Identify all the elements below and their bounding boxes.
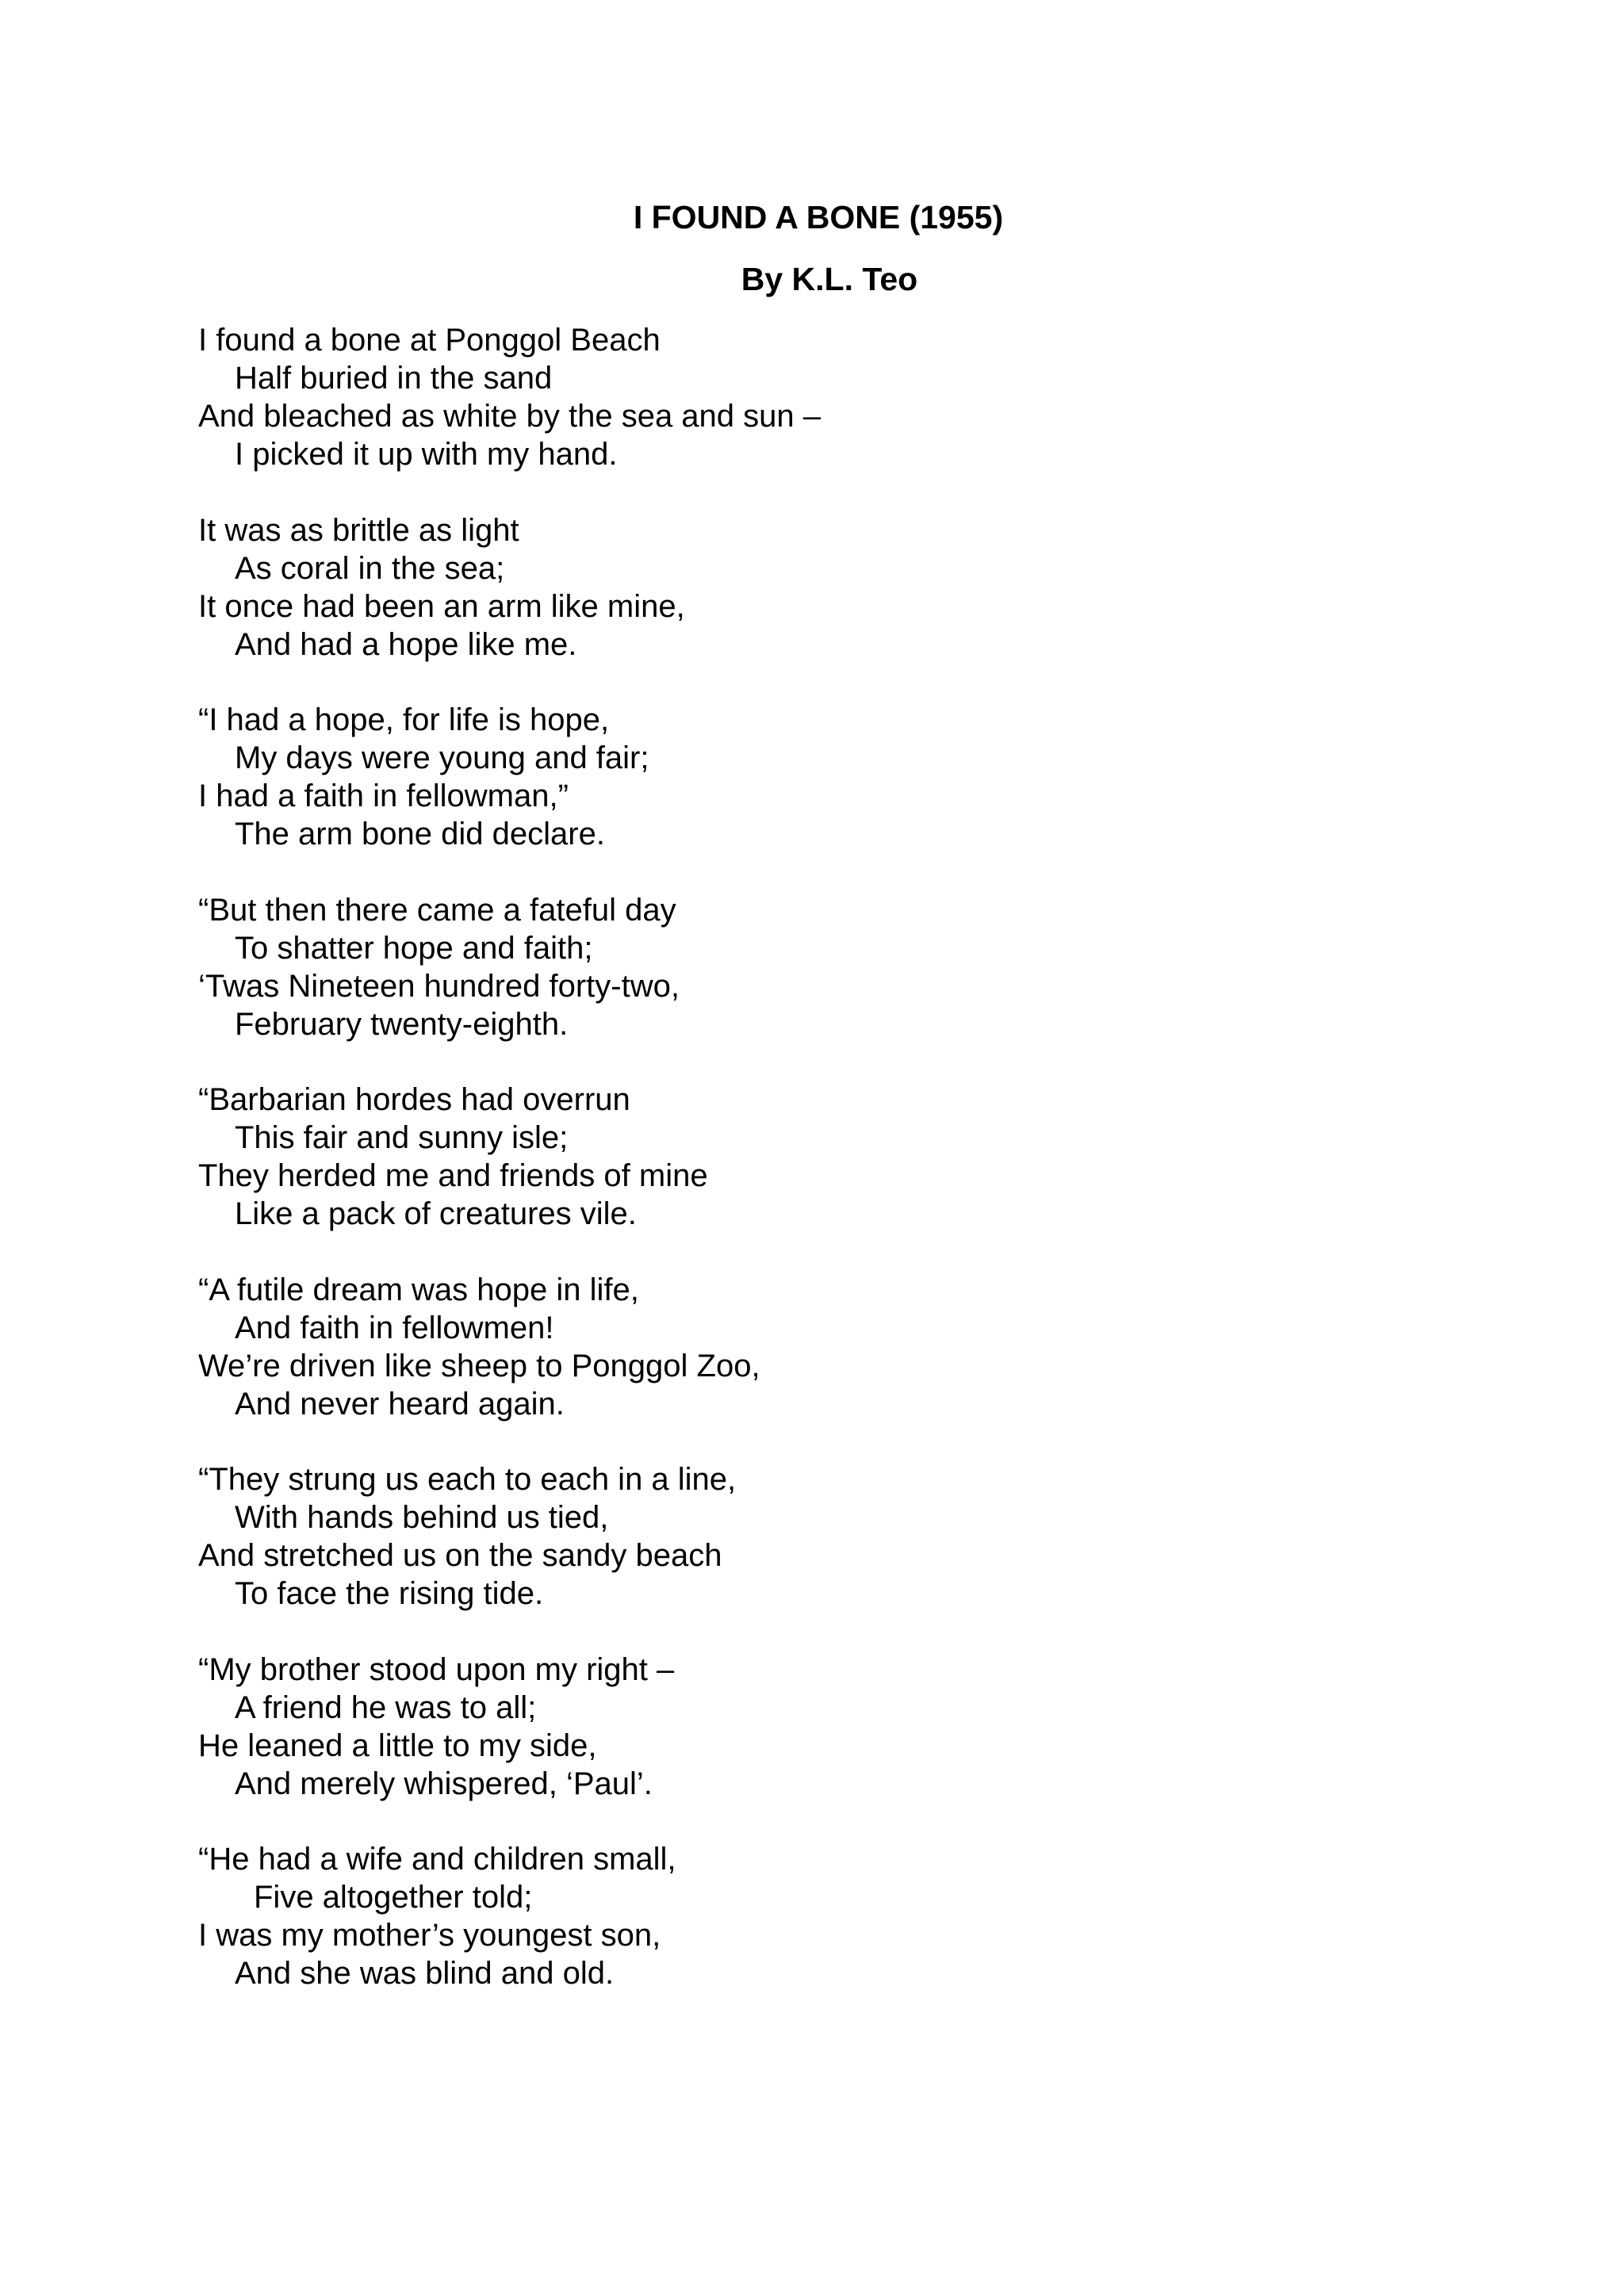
poem-line: My days were young and fair; bbox=[235, 740, 649, 775]
stanza bbox=[198, 1271, 1467, 1423]
poem-byline: By K.L. Teo bbox=[741, 261, 918, 297]
poem-line: A friend he was to all; bbox=[235, 1689, 537, 1725]
poem-line: I had a faith in fellowman,” bbox=[198, 779, 569, 813]
poem-line: It once had been an arm like mine, bbox=[198, 588, 685, 624]
poem-line: And had a hope like me. bbox=[235, 626, 577, 662]
poem-line: To shatter hope and faith; bbox=[235, 930, 593, 966]
poem-line: “My brother stood upon my right – bbox=[198, 1651, 675, 1687]
poem-line: February twenty-eighth. bbox=[235, 1006, 569, 1042]
stanza bbox=[198, 701, 1467, 853]
poem-line: Half buried in the sand bbox=[235, 361, 553, 396]
poem-line: “I had a hope, for life is hope, bbox=[198, 702, 610, 737]
stanza bbox=[198, 511, 1467, 664]
poem-line: “But then there came a fateful day bbox=[198, 892, 676, 928]
poem-line: “They strung us each to each in a line, bbox=[198, 1462, 737, 1497]
stanza bbox=[198, 1081, 1467, 1233]
poem-line: Like a pack of creatures vile. bbox=[235, 1196, 637, 1231]
poem-line: And merely whispered, ‘Paul’. bbox=[235, 1766, 653, 1801]
poem-line: It was as brittle as light bbox=[198, 512, 519, 548]
poem-line: This fair and sunny isle; bbox=[235, 1120, 569, 1155]
poem-line: Five altogether told; bbox=[254, 1880, 533, 1915]
stanza bbox=[198, 1460, 1467, 1613]
poem-line: And stretched us on the sandy beach bbox=[198, 1538, 722, 1573]
poem-line: I was my mother’s youngest son, bbox=[198, 1918, 661, 1953]
poem-title: I FOUND A BONE (1955) bbox=[633, 199, 1004, 235]
poem-line: “He had a wife and children small, bbox=[198, 1842, 676, 1877]
poem-line: “A futile dream was hope in life, bbox=[198, 1272, 639, 1307]
poem-line: And bleached as white by the sea and sun – bbox=[198, 399, 821, 434]
stanza bbox=[198, 1840, 1467, 1992]
stanza bbox=[198, 1651, 1467, 1803]
poem-line: And never heard again. bbox=[235, 1386, 565, 1422]
poem-line: To face the rising tide. bbox=[235, 1576, 544, 1611]
poem-line: He leaned a little to my side, bbox=[198, 1728, 597, 1763]
poem-line: With hands behind us tied, bbox=[235, 1500, 609, 1535]
poem-line: ‘Twas Nineteen hundred forty-two, bbox=[198, 968, 680, 1004]
poem-line: We’re driven like sheep to Ponggol Zoo, bbox=[198, 1348, 760, 1383]
poem-body bbox=[198, 321, 1467, 2030]
poem-line: The arm bone did declare. bbox=[235, 817, 605, 851]
poem-line: And faith in fellowmen! bbox=[235, 1310, 554, 1345]
poem-line: They herded me and friends of mine bbox=[198, 1158, 708, 1193]
poem-line: I found a bone at Ponggol Beach bbox=[198, 323, 661, 358]
poem-line: And she was blind and old. bbox=[235, 1956, 615, 1991]
poem-line: “Barbarian hordes had overrun bbox=[198, 1082, 630, 1117]
poem-line: As coral in the sea; bbox=[235, 550, 505, 586]
stanza bbox=[198, 891, 1467, 1043]
stanza bbox=[198, 321, 1467, 473]
poem-line: I picked it up with my hand. bbox=[235, 437, 618, 472]
